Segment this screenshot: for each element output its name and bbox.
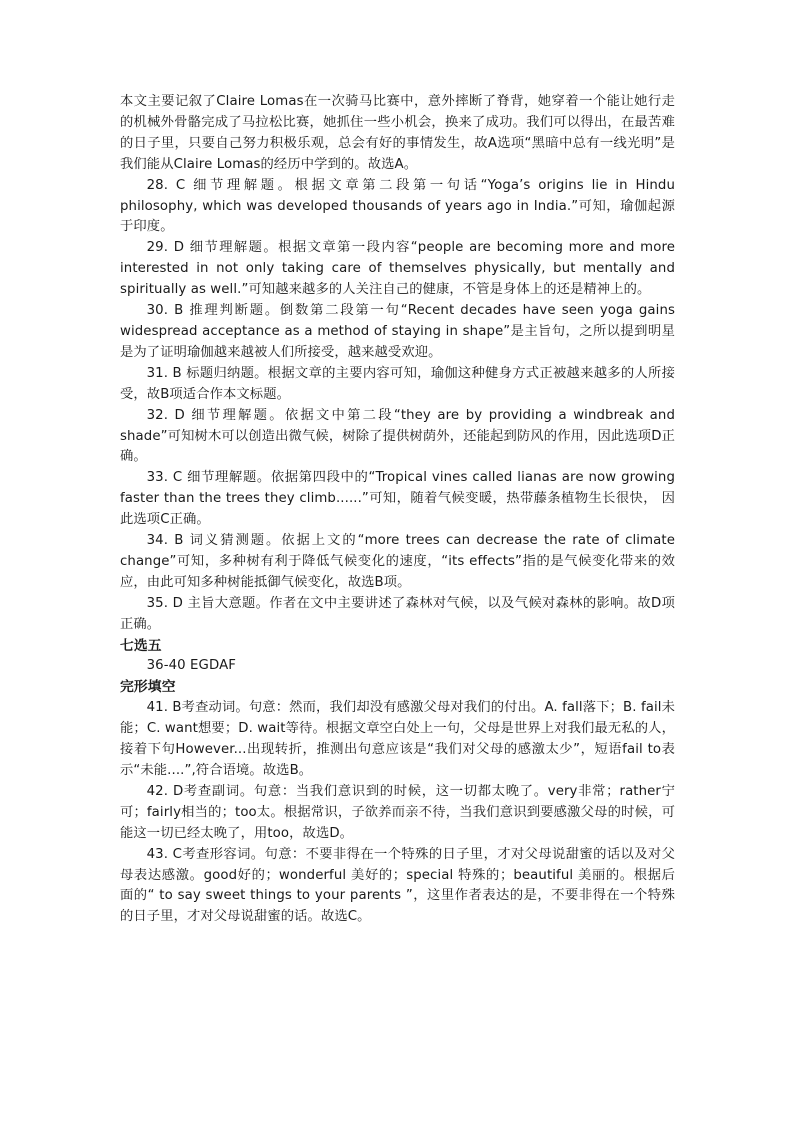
answers-36-40: 36-40 EGDAF [146,658,237,674]
answer-29: 29. D 细节理解题。根据文章第一段内容“people are becoming more and more interested in not only taking care of themselves physically, but mentally and spiritually as well.”可知越来越多的人关注自己的健康，不管是身体上的还是精神上的。 [120,240,675,298]
answer-34: 34. B 词义猜测题。依据上文的“more trees can decrease the rate of climate change”可知，多种树有利于降低气候变化的速度，“its effects”指的是气候变化带来的效应，由此可知多种树能抵御气候变化，故选B项。 [120,533,675,590]
answer-33: 33. C 细节理解题。依据第四段中的“Tropical vines called lianas are now growing faster than the trees they climb......”可知，随着气候变暖，热带藤条植物生长很快， 因此选项C正确。 [120,470,675,528]
answer-30: 30. B 推理判断题。倒数第二段第一句“Recent decades have seen yoga gains widespread acceptance as a method of staying in shape”是主旨句，之所以提到明星是为了证明瑜伽越来越被人们所接受，越来越受欢迎。 [120,303,675,360]
answer-42: 42. D考查副词。句意：当我们意识到的时候，这一切都太晚了。very非常；rather宁可；fairly相当的；too太。根据常识，子欲养而亲不待，当我们意识到要感激父母的时候，可能这一切已经太晚了，用too，故选D。 [120,783,675,841]
answer-41: 41. B考查动词。句意：然而，我们却没有感激父母对我们的付出。A. fall落下；B. fail未能；C. want想要；D. wait等待。根据文章空白处上一句，父母是世界上对我们最无私的人，接着下句However...出现转折，推测出句意应该是“我们对父母的感激太少”，短语fail to表示“未能....”,符合语境。故选B。 [120,700,675,778]
answer-35: 35. D 主旨大意题。作者在文中主要讲述了森林对气候，以及气候对森林的影响。故D项正确。 [120,595,675,632]
answer-32: 32. D 细节理解题。依据文中第二段“they are by providing a windbreak and shade”可知树木可以创造出微气候，树除了提供树荫外，还能起到防风的作用，因此选项D正确。 [120,407,675,465]
answer-28: 28. C 细节理解题。根据文章第二段第一句话“Yoga’s origins lie in Hindu philosophy, which was developed thousands of years ago in India.”可知，瑜伽起源于印度。 [120,177,675,235]
section-heading-cloze: 完形填空 [120,679,176,696]
answer-31: 31. B 标题归纳题。根据文章的主要内容可知，瑜伽这种健身方式正被越来越多的人所接受，故B项适合作本文标题。 [120,365,675,402]
intro-paragraph: 本文主要记叙了Claire Lomas在一次骑马比赛中，意外摔断了脊背，她穿着一个能让她行走的机械外骨骼完成了马拉松比赛，她抓住一些小机会，换来了成功。我们可以得出，在最苦难的日子里，只要自己努力积极乐观，总会有好的事情发生，故A选项“黑暗中总有一线光明”是我们能从Claire Lomas的经历中学到的。故选A。 [120,94,675,172]
answer-43: 43. C考查形容词。句意：不要非得在一个特殊的日子里，才对父母说甜蜜的话以及对父母表达感激。good好的；wonderful 美好的；special 特殊的；beautiful 美丽的。根据后面的“ to say sweet things to your parents ”，这里作者表达的是，不要非得在一个特殊的日子里，才对父母说甜蜜的话。故选C。 [120,846,675,925]
section-heading-seven-choose-five: 七选五 [120,637,162,654]
answer-explanations [120,92,675,928]
